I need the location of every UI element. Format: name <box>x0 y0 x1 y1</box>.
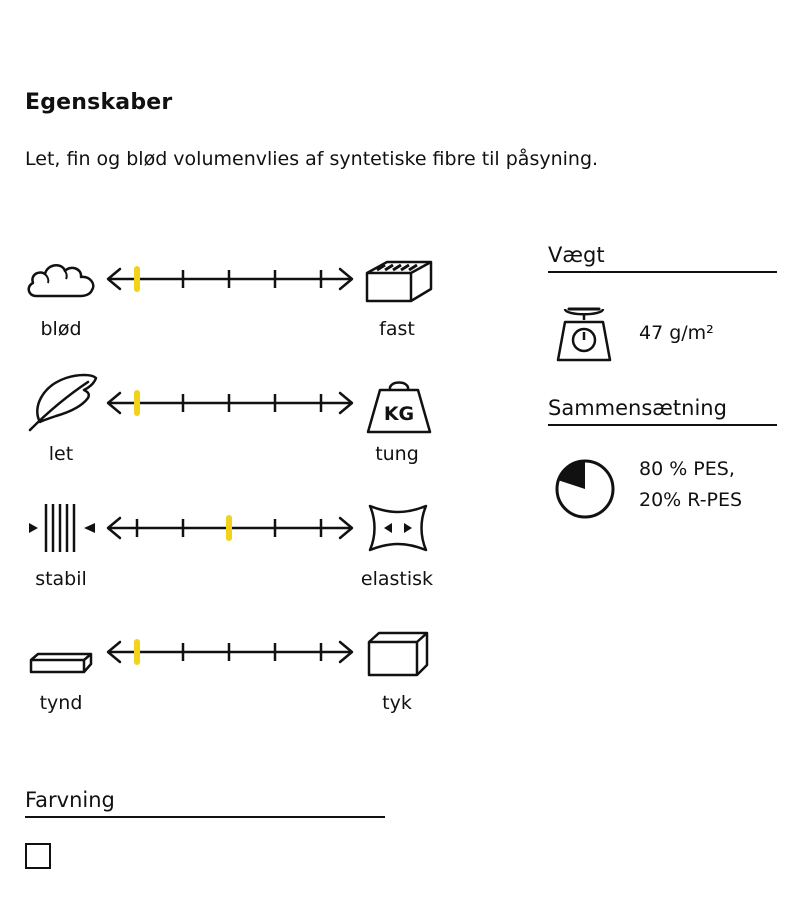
scale-icon <box>555 304 613 364</box>
scale-right-label: elastisk <box>360 568 434 590</box>
weight-divider <box>548 271 777 273</box>
thin-bar-icon <box>28 650 94 676</box>
scale-track-4 <box>104 637 356 667</box>
scale-track-1 <box>104 264 356 294</box>
scale-right-label: tung <box>375 443 419 465</box>
scale-left-label: stabil <box>35 568 87 590</box>
coloring-divider <box>25 816 385 818</box>
composition-line-1: 80 % PES, <box>639 458 735 480</box>
kg-text: KG <box>383 403 415 425</box>
scale-track-3 <box>104 513 356 543</box>
weight-heading: Vægt <box>548 243 605 267</box>
brick-icon <box>364 256 434 304</box>
cloud-icon <box>26 260 98 300</box>
composition-heading: Sammensætning <box>548 396 727 420</box>
composition-divider <box>548 424 777 426</box>
page-title: Egenskaber <box>25 90 173 115</box>
scale-left-label: blød <box>40 318 82 340</box>
weight-value: 47 g/m² <box>639 322 714 344</box>
stable-lines-icon <box>26 500 98 556</box>
scale-right-label: tyk <box>382 692 412 714</box>
checkbox-icon[interactable] <box>25 843 51 869</box>
composition-line-2: 20% R-PES <box>639 489 743 511</box>
coloring-heading: Farvning <box>25 788 115 812</box>
scale-track-2 <box>104 388 356 418</box>
kg-weight-icon <box>364 374 434 436</box>
scale-left-label: tynd <box>39 692 83 714</box>
stretch-icon <box>366 502 430 554</box>
scale-left-label: let <box>48 443 74 465</box>
pie-icon <box>553 455 617 521</box>
feather-icon <box>26 372 100 432</box>
thick-box-icon <box>366 630 430 678</box>
description-text: Let, fin og blød volumenvlies af syntetiske fibre til påsyning. <box>25 148 599 170</box>
scale-right-label: fast <box>379 318 415 340</box>
